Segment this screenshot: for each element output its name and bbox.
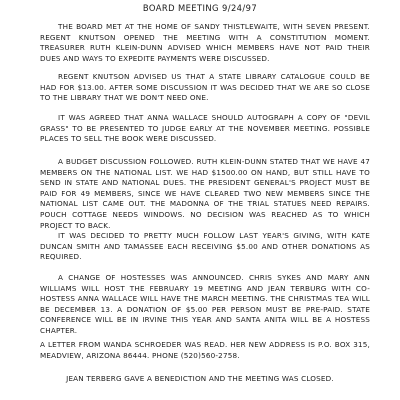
paragraph-devil-grass: IT WAS AGREED THAT ANNA WALLACE SHOULD AUTOGRAPH A COPY OF "DEVIL GRASS" TO BE PRESENTED TO JUDGE EARLY AT THE NOVEMBER MEETING. POSSIBLE PLACES TO SELL THE BOOK WERE DISCUSSED. xyxy=(40,113,370,144)
paragraph-board-meeting-opening: THE BOARD MET AT THE HOME OF SANDY THISTLEWAITE, WITH SEVEN PRESENT. REGENT KNUTSON OPENED THE MEETING WITH A CONSTITUTION MOMENT. TREASURER RUTH KLEIN-DUNN ADVISED WHICH MEMBERS HAVE NOT PAID THEIR DUES AND WAYS TO EXPEDITE PAYMENTS WERE DISCUSSED. xyxy=(40,22,370,63)
paragraph-hostesses: A CHANGE OF HOSTESSES WAS ANNOUNCED. CHRIS SYKES AND MARY ANN WILLIAMS WILL HOST THE FEBRUARY 19 MEETING AND JEAN TERBURG WITH CO-HOSTESS ANNA WALLACE WILL HAVE THE MARCH MEETING. THE CHRISTMAS TEA WILL BE DECEMBER 13. A DONATION OF $5.00 PER PERSON MUST BE PRE-PAID. STATE CONFERENCE WILL BE IN IRVINE THIS YEAR AND SANTA ANITA WILL BE A HOSTESS CHAPTER. xyxy=(40,273,370,335)
paragraph-closing: JEAN TERBERG GAVE A BENEDICTION AND THE MEETING WAS CLOSED. xyxy=(66,374,334,383)
document-title: BOARD MEETING 9/24/97 xyxy=(142,3,258,13)
paragraph-budget-discussion: A BUDGET DISCUSSION FOLLOWED. RUTH KLEIN-DUNN STATED THAT WE HAVE 47 MEMBERS ON THE NATIONAL LIST. WE HAD $1500.00 ON HAND, BUT STILL HAVE TO SEND IN STATE AND NATIONAL DUES. THE PRESIDENT GENERAL'S PROJECT MUST BE PAID FOR 49 MEMBERS, SINCE WE HAVE CLEARED TWO NEW MEMBERS SINCE THE NATIONAL LIST CAME OUT. THE MADONNA OF THE TRIAL STATUES NEED REPAIRS. POUCH COTTAGE NEEDS WINDOWS. NO DECISION WAS REACHED AS TO WHICH PROJECT TO BACK. xyxy=(40,157,370,230)
paragraph-letter: A LETTER FROM WANDA SCHROEDER WAS READ. HER NEW ADDRESS IS P.O. BOX 315, MEADVIEW, ARIZONA 86444. PHONE (520)560-2758. xyxy=(40,340,370,360)
paragraph-giving: IT WAS DECIDED TO PRETTY MUCH FOLLOW LAST YEAR'S GIVING, WITH KATE DUNCAN SMITH AND TAMASSEE EACH RECEIVING $5.00 AND OTHER DONATIONS AS REQUIRED. xyxy=(40,231,370,262)
paragraph-library-catalogue: REGENT KNUTSON ADVISED US THAT A STATE LIBRARY CATALOGUE COULD BE HAD FOR $13.00. AFTER SOME DISCUSSION IT WAS DECIDED THAT WE ARE SO CLOSE TO THE LIBRARY THAT WE DON'T NEED ONE. xyxy=(40,72,370,103)
